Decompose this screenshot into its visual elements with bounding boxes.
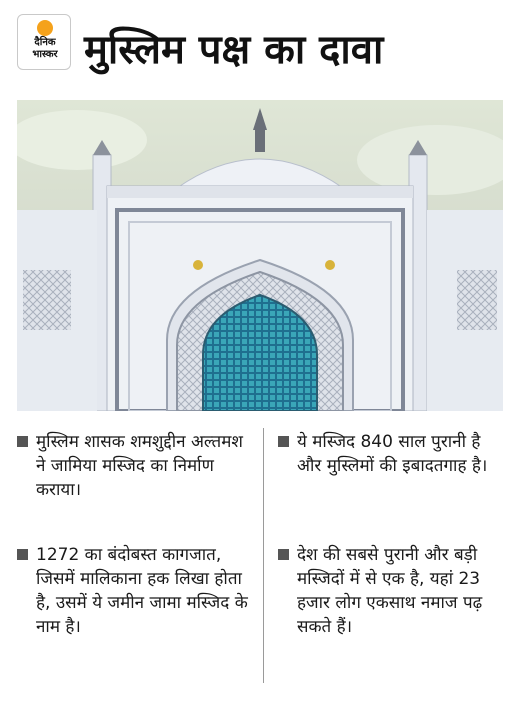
- dainik-bhaskar-logo: [17, 14, 71, 70]
- list-item: [17, 543, 253, 683]
- point-text: देश की सबसे पुरानी और बड़ी मस्जिदों में से एक है, यहां 23 हजार लोग एकसाथ नमाज पढ़ सकते हैं।: [297, 545, 483, 637]
- list-item: [17, 430, 253, 510]
- mosque-photo: [17, 100, 503, 411]
- bullet-square-icon: [17, 436, 28, 447]
- bullet-square-icon: [278, 549, 289, 560]
- point-text: 1272 का बंदोबस्त कागजात, जिसमें मालिकाना हक लिखा होता है, उसमें ये जमीन जामा मस्जिद के नाम है।: [36, 545, 248, 637]
- list-item: [278, 430, 504, 510]
- point-text: ये मस्जिद 840 साल पुरानी है और मुस्लिमों की इबादतगाह है।: [297, 432, 488, 476]
- header: [0, 0, 512, 100]
- logo-line2: भास्कर: [32, 49, 58, 60]
- point-text: मुस्लिम शासक शमशुद्दीन अल्तमश ने जामिया मस्जिद का निर्माण कराया।: [36, 432, 243, 500]
- list-item: [278, 543, 504, 683]
- sun-icon: [37, 20, 53, 36]
- bullet-square-icon: [17, 549, 28, 560]
- page-title: मुस्लिम पक्ष का दावा: [84, 27, 384, 73]
- logo-line1: दैनिक: [34, 37, 56, 48]
- column-divider: [263, 428, 264, 683]
- bullet-square-icon: [278, 436, 289, 447]
